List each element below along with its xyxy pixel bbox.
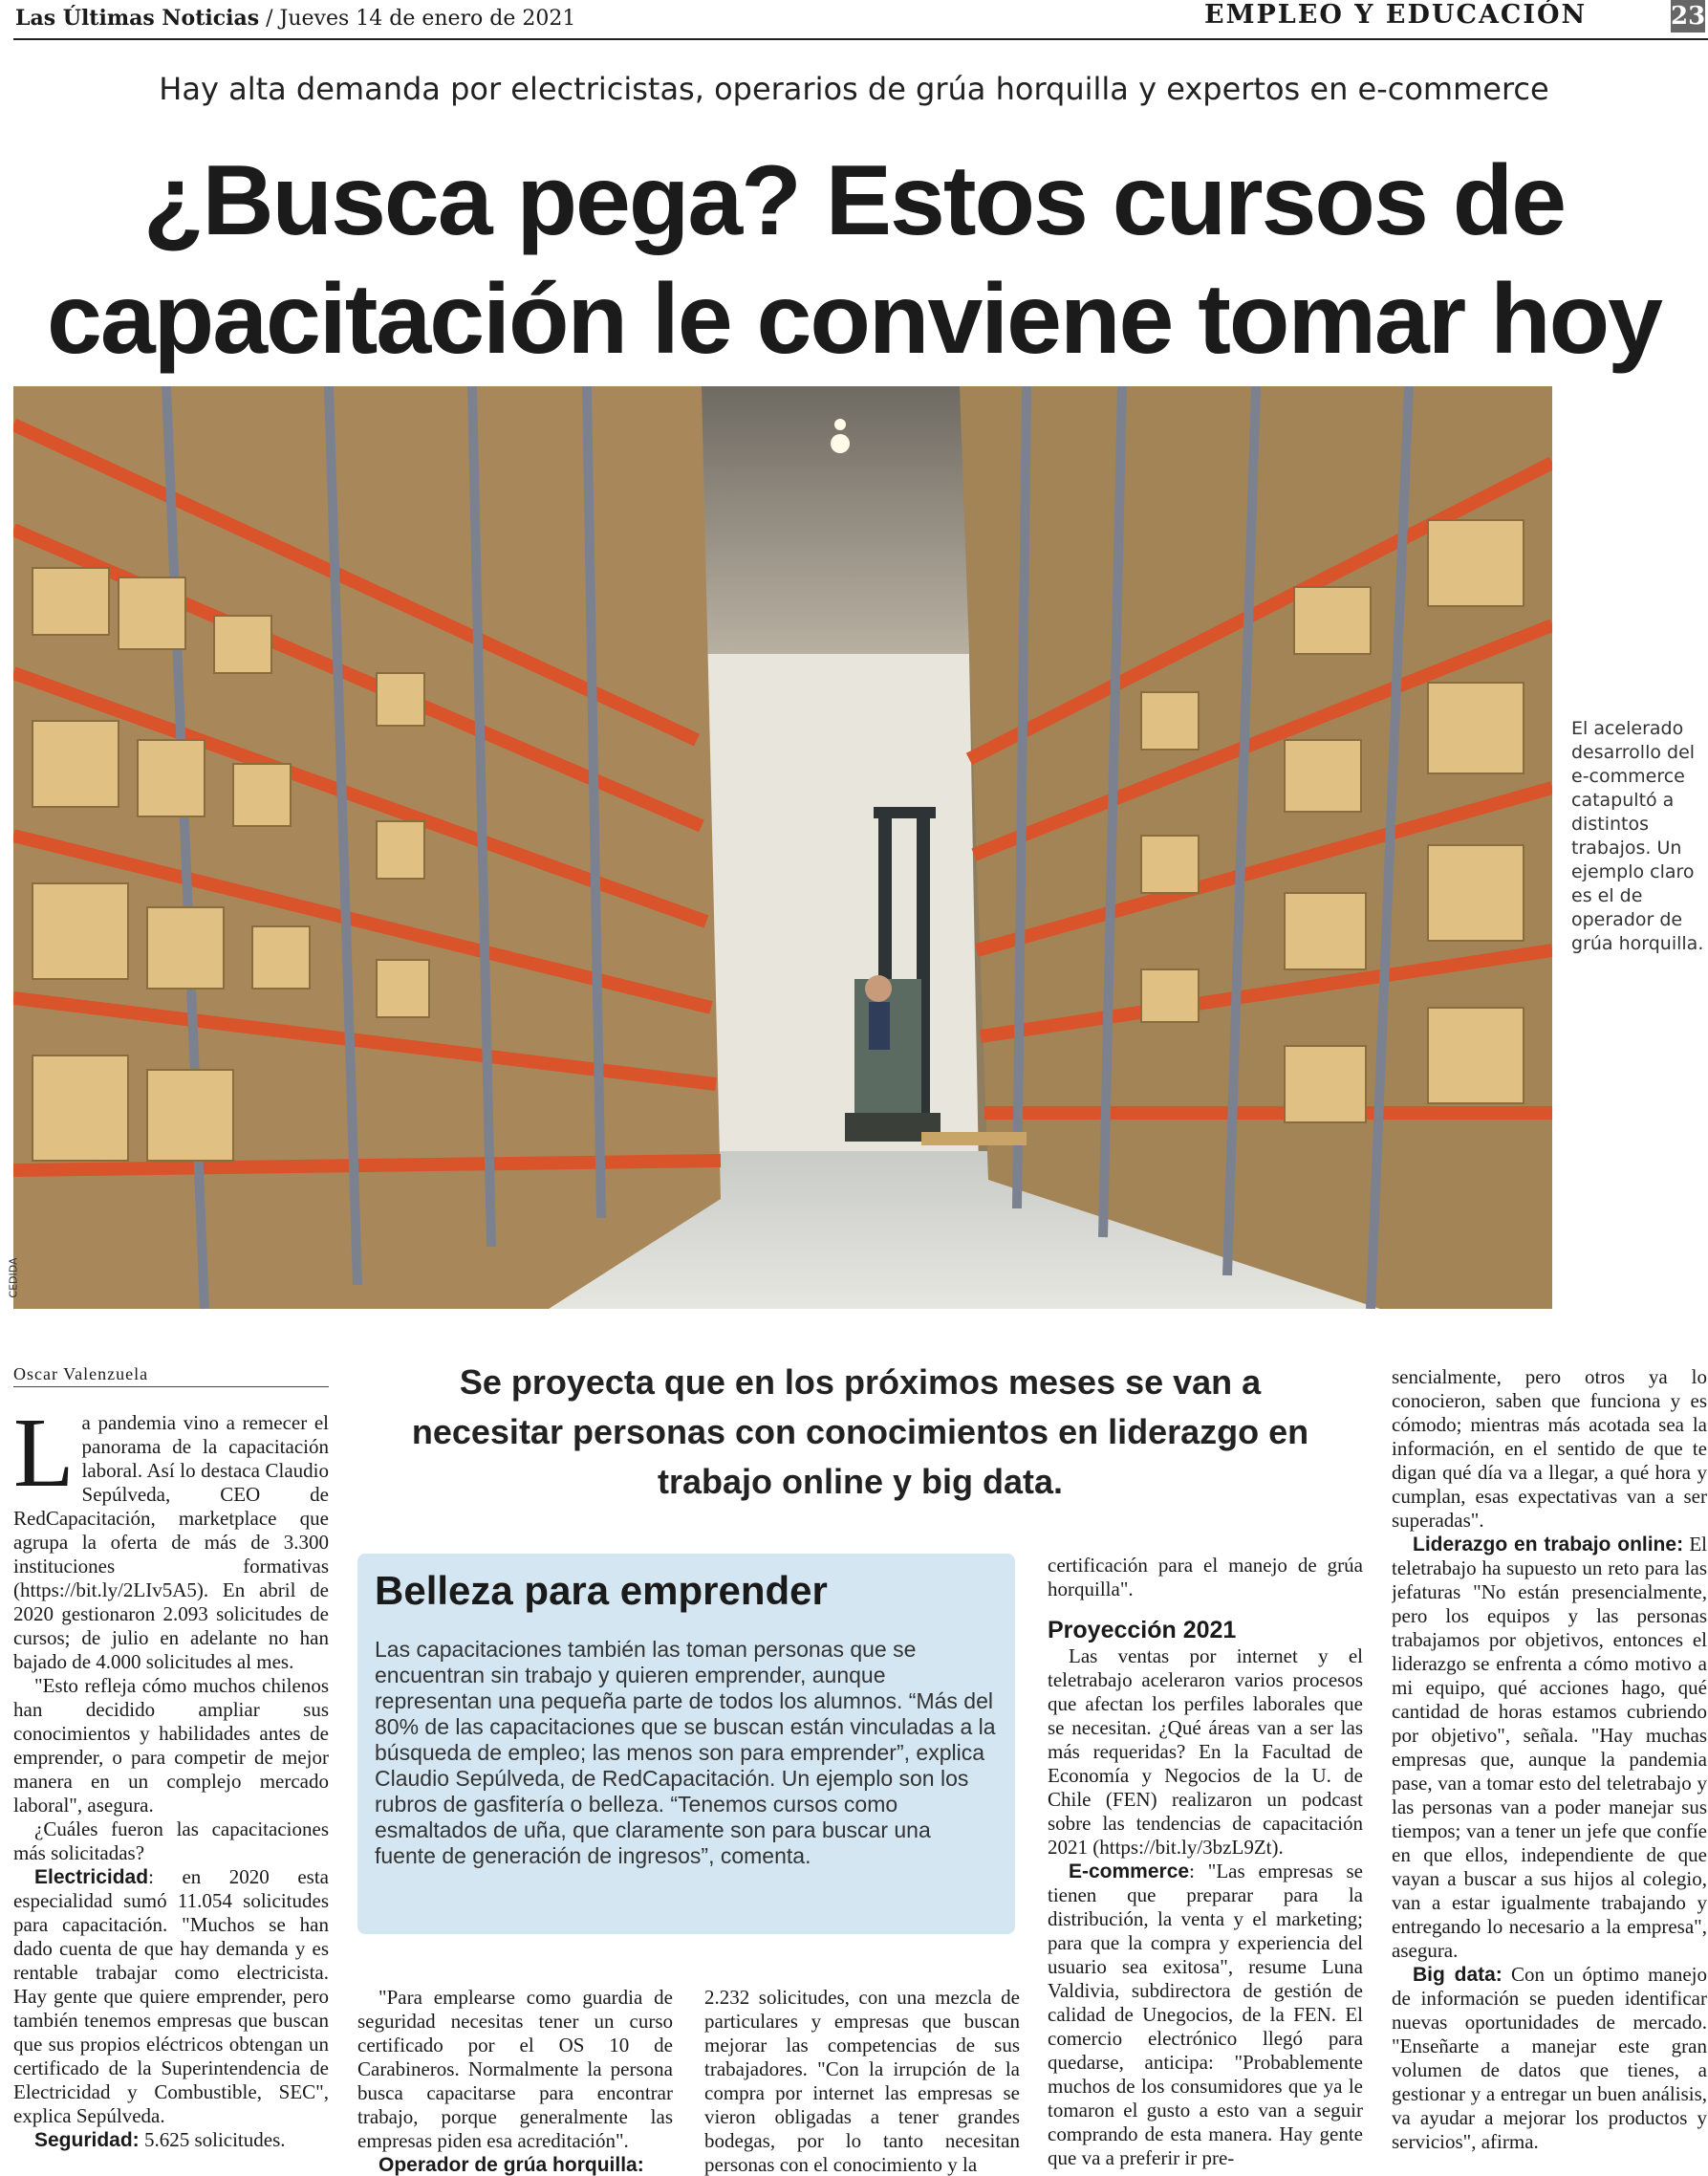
newspaper-name: Las Últimas Noticias [15, 6, 260, 31]
headline-line-2: capacitación le conviene tomar hoy [46, 264, 1662, 375]
warehouse-illustration [13, 386, 1552, 1309]
page-number: 23 [1671, 2, 1706, 31]
section-title: EMPLEO Y EDUCACIÓN [1204, 0, 1588, 30]
run-in-heading: Seguridad: [34, 2129, 140, 2151]
run-in-heading: E-commerce [1069, 1860, 1190, 1882]
paragraph: 2.232 solicitudes, con una mezcla de particulares y empresas que buscan mejorar las competencias de sus trabajadores. "Con la irrupción de la compra por internet las empresas se vieron obligadas a tener grandes bodegas, por lo tanto necesitan personas con el conocimiento y la [704, 1986, 1020, 2176]
paragraph: Seguridad: 5.625 solicitudes. [34, 2128, 286, 2151]
sidebar-box-body: Las capacitaciones también las toman personas que se encuentran sin trabajo y quieren emprender, aunque representan una pequeña parte de todos los alumnos. “Más del 80% de las capacitaciones que se buscan están vinculadas a la búsqueda de empleo; las menos son para emprender”, explica Claudio Sepúlveda, de RedCapacitación. Un ejemplo son los rubros de gasfitería o belleza. “Tenemos cursos como esmaltados de uña, que claramente son para buscar una fuente de generación de ingresos”, comenta. [375, 1637, 996, 1868]
headline [0, 141, 1708, 379]
paragraph: Big data: Con un óptimo manejo de información se pueden identificar nuevas oportunidades de mercado. "Enseñarte a manejar este gran volumen de datos que tienes, a gestionar y a entregar un buen análisis, va ayudar a mejorar los productos y servicios", afirma. [1392, 1963, 1707, 2153]
article-column-2 [357, 1986, 673, 2176]
warehouse-photo [13, 386, 1552, 1309]
photo-credit: CEDIDA [7, 1257, 20, 1298]
sidebar-box-title: Belleza para emprender [375, 1568, 828, 1613]
headline-line-1: ¿Busca pega? Estos cursos de [142, 145, 1566, 256]
article-column-3 [704, 1986, 1020, 2176]
masthead [15, 6, 575, 31]
subheading: Proyección 2021 [1048, 1617, 1237, 1643]
article-column-3b [1048, 1554, 1363, 2176]
photo-caption: El acelerado desarrollo del e-commerce catapultó a distintos trabajos. Un ejemplo claro es el de operador de grúa horquilla. [1571, 718, 1704, 954]
run-in-heading: Big data: [1413, 1964, 1503, 1986]
paragraph: sencialmente, pero otros ya lo conocieron, saben que funciona y es cómodo; mientras más acotada sea la información, en el sentido de que te digan qué día va a llegar, a qué hora y cumplan, esas expectativas van a ser superadas". [1392, 1365, 1707, 1532]
article-column-4 [1392, 1365, 1707, 2176]
paragraph: certificación para el manejo de grúa horquilla". [1048, 1554, 1363, 1600]
paragraph [357, 2153, 673, 2176]
paragraph: Liderazgo en trabajo online: El teletrabajo ha supuesto un reto para las jefaturas "No están presencialmente, pero los equipos y las personas trabajamos por objetivos, entonces el liderazgo se enfrenta a cómo motivo a mi equipo, qué acciones hago, qué cantidad de horas estamos cubriendo por objetivo", señala. "Hay muchas empresas que, aunque la pandemia pase, van a tomar esto del teletrabajo y las personas van a poder manejar sus tiempos; van a tener un jefe que confíe en que ellos, independiente de que vayan a buscar a sus hijos al colegio, van a estar igualmente trabajando y entregando lo necesario a la empresa", asegura. [1392, 1533, 1707, 1962]
run-in-heading: Electricidad [34, 1866, 149, 1888]
paragraph: "Para emplearse como guardia de seguridad necesitas tener un curso certificado por el OS 10 de Carabineros. Normalmente la persona busca capacitarse para encontrar trabajo, porque generalmente las empresas piden esa acreditación". [357, 1986, 673, 2152]
pull-quote: Se proyecta que en los próximos meses se van a necesitar personas con conocimientos en liderazgo en trabajo online y big data. [411, 1362, 1309, 1501]
paragraph: Las ventas por internet y el teletrabajo aceleraron varios procesos que afectan los perfiles laborales que se necesitan. ¿Qué áreas van a ser las más requeridas? En la Facultad de Economía y Negocios de la U. de Chile (FEN) realizaron un podcast sobre las tendencias de capacitación 2021 (https://bit.ly/3bzL9Zt). [1048, 1644, 1363, 1859]
article-column-1 [13, 1411, 329, 2176]
issue-date: / Jueves 14 de enero de 2021 [259, 7, 576, 31]
kicker: Hay alta demanda por electricistas, operarios de grúa horquilla y expertos en e-commerce [159, 71, 1549, 107]
paragraph: La pandemia vino a remecer el panorama de la capacitación laboral. Así lo destaca Claudio Sepúlveda, CEO de RedCapacitación, marketplace que agrupa la oferta de más de 3.300 instituciones formativas (https://bit.ly/2LIv5A5). En abril de 2020 gestionaron 2.093 solicitudes de cursos; de julio en adelante no han bajado de 4.000 solicitudes al mes. [13, 1411, 329, 1673]
run-in-heading: Operador de grúa horquilla: [378, 2154, 644, 2176]
drop-cap: L [13, 1411, 75, 1508]
paragraph: "Esto refleja cómo muchos chilenos han decidido ampliar sus conocimientos y habilidades antes de emprender, o para competir de mejor manera en un complejo mercado laboral", asegura. [13, 1674, 329, 1817]
paragraph: E-commerce: "Las empresas se tienen que preparar para la distribución, la venta y el marketing; para que la compra y experiencia del usuario sea exitosa", resume Luna Valdivia, subdirectora de gestión de calidad de Unegocios, de la FEN. El comercio electrónico llegó para quedarse, anticipa: "Probablemente muchos de los consumidores que ya le tomaron el gusto a esto van a seguir comprando de esta manera. Hay gente que va a preferir ir pre- [1048, 1860, 1363, 2169]
byline: Oscar Valenzuela [13, 1364, 329, 1387]
paragraph: ¿Cuáles fueron las capacitaciones más solicitadas? [13, 1817, 329, 1864]
paragraph: Electricidad: en 2020 esta especialidad sumó 11.054 solicitudes para capacitación. "Muchos se han dado cuenta de que hay demanda y es rentable trabajar como electricista. Hay gente que quiere emprender, pero también tenemos empresas que buscan que sus propios eléctricos obtengan un certificado de la Superintendencia de Electricidad y Combustible, SEC", explica Sepúlveda. [13, 1865, 329, 2127]
run-in-heading: Liderazgo en trabajo online: [1413, 1534, 1684, 1556]
